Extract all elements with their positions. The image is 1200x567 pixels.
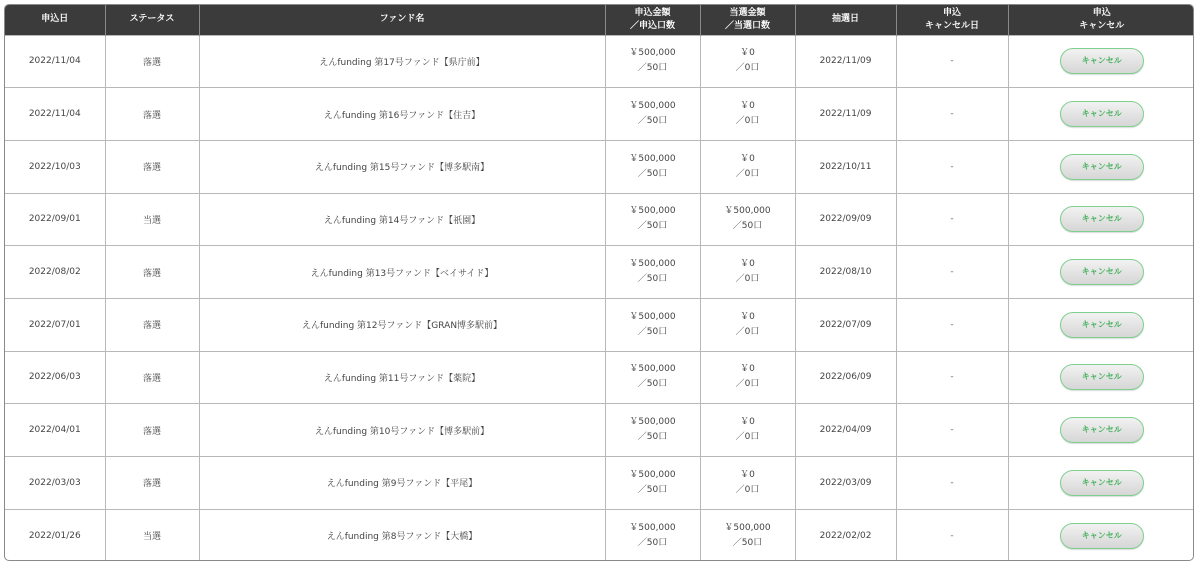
won-units: ／0口: [735, 116, 760, 127]
lottery-date-cell: 2022/03/09: [795, 457, 896, 510]
won-amount-cell: [700, 193, 795, 246]
apply-units: ／50口: [637, 484, 668, 495]
fund-name-cell: えんfunding 第15号ファンド【博多駅南】: [199, 140, 605, 193]
application-history-table: [5, 5, 1194, 561]
header-lottery-date: 抽選日: [795, 5, 896, 35]
cancel-action-cell: [1008, 457, 1194, 510]
lottery-date-cell: 2022/11/09: [795, 35, 896, 88]
apply-amount: ￥500,000: [629, 469, 676, 480]
cancel-date-cell: -: [896, 246, 1008, 299]
header-won-amount-line2: ／当選口数: [724, 20, 770, 31]
status-cell: 落選: [105, 404, 199, 457]
apply-amount-cell: [605, 88, 700, 141]
header-apply-amount-line1: 申込金額: [634, 7, 671, 18]
apply-amount-cell: [605, 298, 700, 351]
apply-date-cell: 2022/03/03: [5, 457, 105, 510]
apply-units: ／50口: [637, 168, 668, 179]
table-row: [5, 298, 1194, 351]
won-amount-cell: [700, 298, 795, 351]
table-row: [5, 457, 1194, 510]
cancel-date-cell: -: [896, 88, 1008, 141]
apply-amount: ￥500,000: [629, 417, 676, 428]
won-units: ／0口: [735, 326, 760, 337]
won-amount-cell: [700, 509, 795, 561]
cancel-button[interactable]: キャンセル: [1060, 417, 1144, 443]
apply-units: ／50口: [637, 379, 668, 390]
apply-amount: ￥500,000: [629, 364, 676, 375]
fund-name-cell: えんfunding 第11号ファンド【薬院】: [199, 351, 605, 404]
header-fund-name: ファンド名: [199, 5, 605, 35]
cancel-date-cell: -: [896, 351, 1008, 404]
apply-units: ／50口: [637, 274, 668, 285]
apply-amount: ￥500,000: [629, 311, 676, 322]
header-status: ステータス: [105, 5, 199, 35]
apply-amount: ￥500,000: [629, 48, 676, 59]
cancel-button[interactable]: キャンセル: [1060, 470, 1144, 496]
apply-amount: ￥500,000: [629, 206, 676, 217]
won-amount: ￥0: [740, 364, 755, 375]
won-amount-cell: [700, 246, 795, 299]
cancel-button[interactable]: キャンセル: [1060, 48, 1144, 74]
status-cell: 落選: [105, 351, 199, 404]
fund-name-cell: えんfunding 第14号ファンド【祇園】: [199, 193, 605, 246]
apply-amount-cell: [605, 140, 700, 193]
apply-date-cell: 2022/04/01: [5, 404, 105, 457]
application-history-table-container: [4, 4, 1194, 561]
status-cell: 当選: [105, 193, 199, 246]
status-cell: 落選: [105, 298, 199, 351]
won-amount: ￥0: [740, 311, 755, 322]
fund-name-cell: えんfunding 第16号ファンド【住吉】: [199, 88, 605, 141]
apply-amount: ￥500,000: [629, 101, 676, 112]
apply-units: ／50口: [637, 432, 668, 443]
apply-units: ／50口: [637, 221, 668, 232]
cancel-action-cell: [1008, 246, 1194, 299]
lottery-date-cell: 2022/02/02: [795, 509, 896, 561]
won-amount-cell: [700, 351, 795, 404]
cancel-action-cell: [1008, 140, 1194, 193]
table-row: [5, 404, 1194, 457]
lottery-date-cell: 2022/07/09: [795, 298, 896, 351]
cancel-button[interactable]: キャンセル: [1060, 101, 1144, 127]
cancel-button[interactable]: キャンセル: [1060, 312, 1144, 338]
won-amount-cell: [700, 88, 795, 141]
lottery-date-cell: 2022/09/09: [795, 193, 896, 246]
won-units: ／0口: [735, 274, 760, 285]
apply-amount: ￥500,000: [629, 259, 676, 270]
lottery-date-cell: 2022/11/09: [795, 88, 896, 141]
header-cancel-date-line2: キャンセル日: [924, 20, 979, 31]
table-row: [5, 351, 1194, 404]
won-amount-cell: [700, 140, 795, 193]
cancel-date-cell: -: [896, 509, 1008, 561]
cancel-date-cell: -: [896, 193, 1008, 246]
cancel-button[interactable]: キャンセル: [1060, 206, 1144, 232]
won-units: ／50口: [732, 221, 763, 232]
cancel-action-cell: [1008, 351, 1194, 404]
won-amount: ￥0: [740, 259, 755, 270]
fund-name-cell: えんfunding 第13号ファンド【ベイサイド】: [199, 246, 605, 299]
header-apply-amount: [605, 5, 700, 35]
won-units: ／0口: [735, 379, 760, 390]
cancel-button[interactable]: キャンセル: [1060, 364, 1144, 390]
table-header: [5, 5, 1194, 35]
apply-date-cell: 2022/08/02: [5, 246, 105, 299]
cancel-action-cell: [1008, 509, 1194, 561]
won-amount-cell: [700, 404, 795, 457]
won-units: ／0口: [735, 484, 760, 495]
header-cancel-line2: キャンセル: [1079, 20, 1125, 31]
header-cancel-date: [896, 5, 1008, 35]
cancel-action-cell: [1008, 193, 1194, 246]
apply-date-cell: 2022/09/01: [5, 193, 105, 246]
apply-units: ／50口: [637, 116, 668, 127]
status-cell: 落選: [105, 35, 199, 88]
apply-amount: ￥500,000: [629, 153, 676, 164]
header-won-amount: [700, 5, 795, 35]
won-units: ／0口: [735, 432, 760, 443]
apply-amount-cell: [605, 351, 700, 404]
apply-date-cell: 2022/11/04: [5, 88, 105, 141]
fund-name-cell: えんfunding 第17号ファンド【県庁前】: [199, 35, 605, 88]
cancel-button[interactable]: キャンセル: [1060, 523, 1144, 549]
header-apply-amount-line2: ／申込口数: [629, 20, 675, 31]
won-amount: ￥0: [740, 469, 755, 480]
won-units: ／50口: [732, 537, 763, 548]
apply-date-cell: 2022/10/03: [5, 140, 105, 193]
header-cancel-date-line1: 申込: [942, 7, 961, 18]
lottery-date-cell: 2022/08/10: [795, 246, 896, 299]
apply-date-cell: 2022/11/04: [5, 35, 105, 88]
status-cell: 落選: [105, 88, 199, 141]
cancel-action-cell: [1008, 35, 1194, 88]
header-cancel-line1: 申込: [1092, 7, 1111, 18]
cancel-action-cell: [1008, 298, 1194, 351]
table-row: [5, 35, 1194, 88]
apply-amount-cell: [605, 457, 700, 510]
fund-name-cell: えんfunding 第8号ファンド【大橋】: [199, 509, 605, 561]
won-units: ／0口: [735, 63, 760, 74]
won-amount-cell: [700, 35, 795, 88]
fund-name-cell: えんfunding 第10号ファンド【博多駅前】: [199, 404, 605, 457]
fund-name-cell: えんfunding 第9号ファンド【平尾】: [199, 457, 605, 510]
won-amount: ￥0: [740, 48, 755, 59]
cancel-date-cell: -: [896, 298, 1008, 351]
apply-amount: ￥500,000: [629, 522, 676, 533]
won-amount: ￥500,000: [724, 206, 771, 217]
lottery-date-cell: 2022/10/11: [795, 140, 896, 193]
won-units: ／0口: [735, 168, 760, 179]
cancel-action-cell: [1008, 88, 1194, 141]
apply-units: ／50口: [637, 537, 668, 548]
status-cell: 落選: [105, 246, 199, 299]
status-cell: 当選: [105, 509, 199, 561]
won-amount: ￥0: [740, 153, 755, 164]
apply-amount-cell: [605, 404, 700, 457]
won-amount: ￥0: [740, 417, 755, 428]
cancel-button[interactable]: キャンセル: [1060, 154, 1144, 180]
status-cell: 落選: [105, 140, 199, 193]
status-cell: 落選: [105, 457, 199, 510]
cancel-date-cell: -: [896, 457, 1008, 510]
header-cancel: [1008, 5, 1194, 35]
apply-date-cell: 2022/01/26: [5, 509, 105, 561]
apply-amount-cell: [605, 509, 700, 561]
header-won-amount-line1: 当選金額: [729, 7, 766, 18]
apply-units: ／50口: [637, 63, 668, 74]
cancel-date-cell: -: [896, 140, 1008, 193]
apply-amount-cell: [605, 193, 700, 246]
table-row: [5, 193, 1194, 246]
won-amount-cell: [700, 457, 795, 510]
cancel-action-cell: [1008, 404, 1194, 457]
table-row: [5, 246, 1194, 299]
header-row: [5, 5, 1194, 35]
apply-units: ／50口: [637, 326, 668, 337]
cancel-date-cell: -: [896, 35, 1008, 88]
table-row: [5, 88, 1194, 141]
won-amount: ￥0: [740, 101, 755, 112]
table-row: [5, 509, 1194, 561]
cancel-date-cell: -: [896, 404, 1008, 457]
apply-amount-cell: [605, 35, 700, 88]
fund-name-cell: えんfunding 第12号ファンド【GRAN博多駅前】: [199, 298, 605, 351]
table-row: [5, 140, 1194, 193]
lottery-date-cell: 2022/06/09: [795, 351, 896, 404]
cancel-button[interactable]: キャンセル: [1060, 259, 1144, 285]
table-body: [5, 35, 1194, 561]
apply-amount-cell: [605, 246, 700, 299]
won-amount: ￥500,000: [724, 522, 771, 533]
header-apply-date: 申込日: [5, 5, 105, 35]
apply-date-cell: 2022/06/03: [5, 351, 105, 404]
lottery-date-cell: 2022/04/09: [795, 404, 896, 457]
apply-date-cell: 2022/07/01: [5, 298, 105, 351]
